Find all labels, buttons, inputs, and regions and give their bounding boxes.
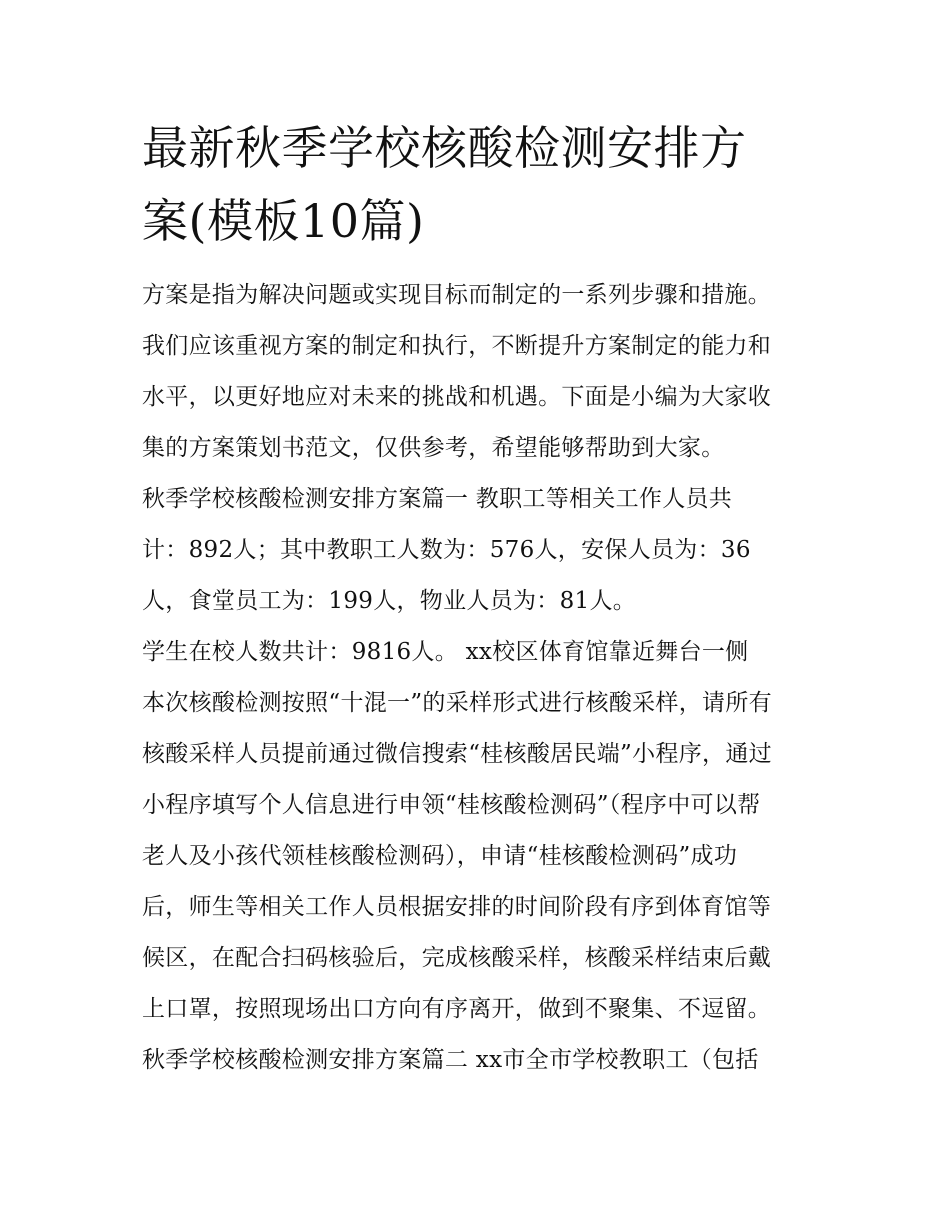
- text-line: 核酸采样人员提前通过微信搜索“桂核酸居民端”小程序，通过: [142, 741, 772, 767]
- text-line: 本次核酸检测按照“十混一”的采样形式进行核酸采样，请所有: [142, 690, 772, 716]
- section-two-paragraph: [142, 1035, 814, 1086]
- text-line: 我们应该重视方案的制定和执行，不断提升方案制定的能力和: [142, 333, 772, 359]
- text-line: 水平，以更好地应对未来的挑战和机遇。下面是小编为大家收: [142, 384, 772, 410]
- text-line: 后，师生等相关工作人员根据安排的时间阶段有序到体育馆等: [142, 894, 772, 920]
- text-line: 老人及小孩代领桂核酸检测码），申请“桂核酸检测码”成功: [142, 843, 738, 869]
- staff-count-paragraph: [142, 474, 814, 627]
- title-line: 最新秋季学校核酸检测安排方: [142, 121, 747, 175]
- text-line: 秋季学校核酸检测安排方案篇二 xx市全市学校教职工（包括: [142, 1047, 759, 1073]
- text-line: 小程序填写个人信息进行申领“桂核酸检测码”（程序中可以帮: [142, 792, 761, 818]
- intro-paragraph: [142, 270, 814, 474]
- student-count-paragraph: [142, 627, 814, 678]
- text-line: 候区，在配合扫码核验后，完成核酸采样，核酸采样结束后戴: [142, 945, 772, 971]
- text-line: 集的方案策划书范文，仅供参考，希望能够帮助到大家。: [142, 435, 725, 461]
- procedure-paragraph: [142, 678, 814, 1035]
- text-line: 学生在校人数共计：9816人。 xx校区体育馆靠近舞台一侧: [142, 639, 749, 665]
- text-line: 上口罩，按照现场出口方向有序离开，做到不聚集、不逗留。: [142, 996, 772, 1022]
- title-line: 案(模板10篇): [142, 194, 425, 248]
- document-title: [142, 112, 814, 258]
- text-line: 方案是指为解决问题或实现目标而制定的一系列步骤和措施。: [142, 282, 772, 308]
- document-page: [142, 112, 814, 1086]
- text-line: 计：892人；其中教职工人数为：576人，安保人员为：36: [142, 537, 751, 563]
- text-line: 人，食堂员工为：199人，物业人员为：81人。: [142, 588, 637, 614]
- text-line: 秋季学校核酸检测安排方案篇一 教职工等相关工作人员共: [142, 486, 733, 512]
